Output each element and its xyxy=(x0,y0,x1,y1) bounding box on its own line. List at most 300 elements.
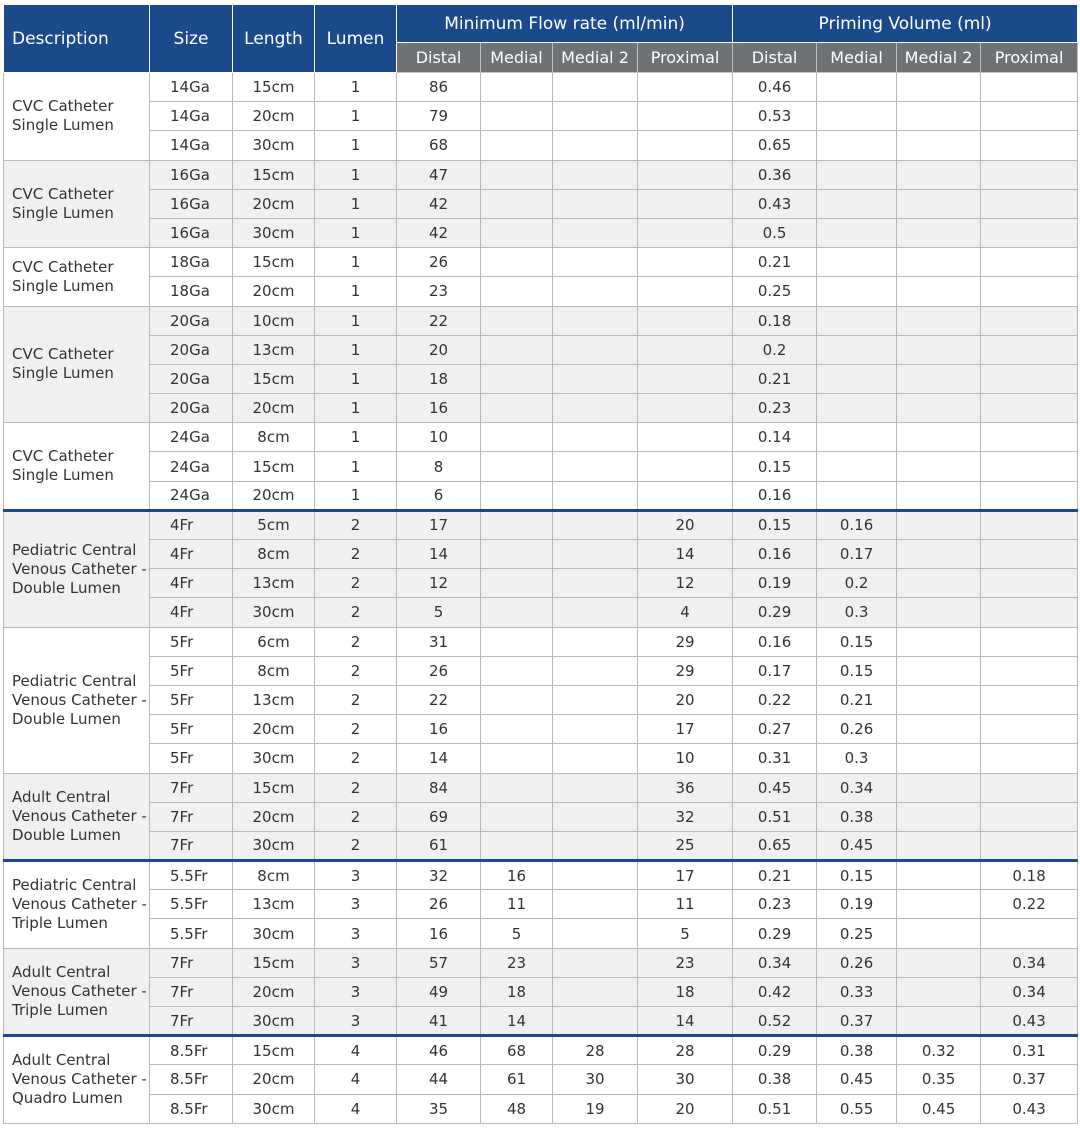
cell-priming-medial2 xyxy=(897,73,981,102)
cell-flow-distal: 46 xyxy=(397,1036,481,1065)
cell-priming-distal: 0.21 xyxy=(733,861,817,890)
cell-priming-medial: 0.21 xyxy=(817,685,897,714)
cell-priming-proximal: 0.34 xyxy=(981,948,1078,977)
table-row xyxy=(4,306,1078,335)
cell-lumen: 1 xyxy=(315,423,397,452)
cell-flow-medial: 14 xyxy=(481,1007,553,1036)
cell-flow-proximal: 25 xyxy=(638,831,733,860)
cell-length: 5cm xyxy=(233,510,315,539)
table-row xyxy=(4,685,1078,714)
table-row xyxy=(4,102,1078,131)
cell-flow-medial2 xyxy=(553,831,638,860)
cell-size: 5Fr xyxy=(150,627,233,656)
cell-priming-distal: 0.15 xyxy=(733,510,817,539)
cell-flow-distal: 31 xyxy=(397,627,481,656)
cell-priming-medial2 xyxy=(897,773,981,802)
header-flow-group: Minimum Flow rate (ml/min) xyxy=(397,5,733,43)
table-row xyxy=(4,919,1078,948)
cell-length: 15cm xyxy=(233,160,315,189)
cell-priming-distal: 0.65 xyxy=(733,831,817,860)
cell-length: 15cm xyxy=(233,248,315,277)
cell-size: 7Fr xyxy=(150,1007,233,1036)
cell-priming-distal: 0.21 xyxy=(733,364,817,393)
cell-flow-medial xyxy=(481,540,553,569)
cell-length: 15cm xyxy=(233,773,315,802)
table-row xyxy=(4,364,1078,393)
cell-lumen: 3 xyxy=(315,977,397,1006)
cell-priming-medial2 xyxy=(897,1007,981,1036)
cell-flow-proximal: 29 xyxy=(638,627,733,656)
cell-lumen: 1 xyxy=(315,394,397,423)
cell-flow-medial2 xyxy=(553,189,638,218)
header-priming-group: Priming Volume (ml) xyxy=(733,5,1078,43)
table-row xyxy=(4,977,1078,1006)
cell-size: 7Fr xyxy=(150,773,233,802)
cell-flow-medial xyxy=(481,248,553,277)
cell-priming-proximal xyxy=(981,685,1078,714)
table-row xyxy=(4,131,1078,160)
cell-flow-medial2 xyxy=(553,919,638,948)
cell-priming-medial2 xyxy=(897,627,981,656)
cell-flow-medial2 xyxy=(553,364,638,393)
cell-priming-medial: 0.19 xyxy=(817,890,897,919)
cell-priming-medial2 xyxy=(897,744,981,773)
cell-size: 20Ga xyxy=(150,364,233,393)
cell-flow-medial xyxy=(481,627,553,656)
cell-lumen: 2 xyxy=(315,685,397,714)
cell-flow-proximal xyxy=(638,364,733,393)
cell-length: 6cm xyxy=(233,627,315,656)
cell-priming-medial2: 0.35 xyxy=(897,1065,981,1094)
cell-size: 4Fr xyxy=(150,598,233,627)
cell-flow-medial xyxy=(481,685,553,714)
cell-lumen: 2 xyxy=(315,744,397,773)
cell-flow-proximal: 32 xyxy=(638,802,733,831)
catheter-spec-table-container xyxy=(3,4,1078,1124)
cell-priming-medial2 xyxy=(897,306,981,335)
cell-lumen: 3 xyxy=(315,861,397,890)
row-description: Pediatric Central Venous Catheter - Double Lumen xyxy=(4,627,150,773)
cell-priming-distal: 0.46 xyxy=(733,73,817,102)
table-row xyxy=(4,540,1078,569)
cell-priming-distal: 0.18 xyxy=(733,306,817,335)
cell-flow-medial xyxy=(481,481,553,510)
cell-length: 20cm xyxy=(233,481,315,510)
cell-lumen: 1 xyxy=(315,73,397,102)
cell-flow-medial xyxy=(481,277,553,306)
cell-priming-proximal xyxy=(981,656,1078,685)
cell-priming-medial2 xyxy=(897,277,981,306)
cell-size: 5.5Fr xyxy=(150,919,233,948)
table-row xyxy=(4,510,1078,539)
cell-priming-medial: 0.45 xyxy=(817,831,897,860)
cell-flow-distal: 22 xyxy=(397,306,481,335)
cell-priming-distal: 0.2 xyxy=(733,335,817,364)
table-row xyxy=(4,656,1078,685)
cell-priming-proximal xyxy=(981,364,1078,393)
cell-priming-medial xyxy=(817,160,897,189)
cell-priming-distal: 0.16 xyxy=(733,540,817,569)
cell-length: 15cm xyxy=(233,364,315,393)
cell-flow-distal: 26 xyxy=(397,890,481,919)
cell-flow-distal: 6 xyxy=(397,481,481,510)
cell-length: 8cm xyxy=(233,861,315,890)
cell-flow-proximal xyxy=(638,131,733,160)
cell-priming-proximal xyxy=(981,569,1078,598)
cell-flow-proximal: 12 xyxy=(638,569,733,598)
cell-flow-medial2 xyxy=(553,861,638,890)
cell-size: 8.5Fr xyxy=(150,1065,233,1094)
cell-flow-proximal: 20 xyxy=(638,510,733,539)
cell-priming-medial2 xyxy=(897,102,981,131)
cell-flow-distal: 16 xyxy=(397,394,481,423)
cell-flow-proximal: 28 xyxy=(638,1036,733,1065)
table-row xyxy=(4,773,1078,802)
cell-flow-proximal: 20 xyxy=(638,1094,733,1123)
row-description: Adult Central Venous Catheter - Double Lumen xyxy=(4,773,150,861)
cell-flow-medial xyxy=(481,656,553,685)
cell-length: 30cm xyxy=(233,1094,315,1123)
cell-length: 13cm xyxy=(233,890,315,919)
cell-flow-distal: 57 xyxy=(397,948,481,977)
cell-flow-proximal: 20 xyxy=(638,685,733,714)
cell-flow-distal: 35 xyxy=(397,1094,481,1123)
cell-length: 20cm xyxy=(233,802,315,831)
cell-flow-distal: 86 xyxy=(397,73,481,102)
cell-flow-medial2 xyxy=(553,306,638,335)
cell-priming-distal: 0.25 xyxy=(733,277,817,306)
cell-priming-medial2 xyxy=(897,218,981,247)
cell-priming-proximal: 0.43 xyxy=(981,1007,1078,1036)
cell-priming-distal: 0.51 xyxy=(733,802,817,831)
cell-flow-medial: 61 xyxy=(481,1065,553,1094)
cell-priming-distal: 0.15 xyxy=(733,452,817,481)
catheter-spec-table xyxy=(3,4,1078,1124)
cell-size: 20Ga xyxy=(150,335,233,364)
cell-priming-medial2 xyxy=(897,364,981,393)
cell-priming-distal: 0.16 xyxy=(733,481,817,510)
cell-priming-proximal xyxy=(981,919,1078,948)
cell-priming-distal: 0.52 xyxy=(733,1007,817,1036)
cell-size: 7Fr xyxy=(150,802,233,831)
cell-flow-medial2 xyxy=(553,773,638,802)
cell-priming-proximal xyxy=(981,102,1078,131)
cell-flow-distal: 18 xyxy=(397,364,481,393)
cell-flow-distal: 44 xyxy=(397,1065,481,1094)
cell-priming-distal: 0.29 xyxy=(733,919,817,948)
cell-flow-distal: 17 xyxy=(397,510,481,539)
cell-lumen: 1 xyxy=(315,131,397,160)
cell-size: 5Fr xyxy=(150,685,233,714)
cell-size: 16Ga xyxy=(150,189,233,218)
cell-flow-proximal xyxy=(638,218,733,247)
cell-priming-medial: 0.15 xyxy=(817,627,897,656)
cell-lumen: 2 xyxy=(315,569,397,598)
header-flow-medial2: Medial 2 xyxy=(553,43,638,73)
cell-priming-medial: 0.45 xyxy=(817,1065,897,1094)
cell-flow-medial: 68 xyxy=(481,1036,553,1065)
cell-flow-distal: 16 xyxy=(397,919,481,948)
cell-priming-medial2 xyxy=(897,948,981,977)
row-description: CVC Catheter Single Lumen xyxy=(4,160,150,248)
cell-priming-medial2 xyxy=(897,802,981,831)
cell-priming-medial: 0.33 xyxy=(817,977,897,1006)
cell-length: 20cm xyxy=(233,715,315,744)
cell-flow-proximal: 4 xyxy=(638,598,733,627)
cell-priming-medial xyxy=(817,423,897,452)
header-description: Description xyxy=(4,5,150,73)
table-body xyxy=(4,73,1078,1124)
cell-flow-medial2 xyxy=(553,540,638,569)
header-priming-medial: Medial xyxy=(817,43,897,73)
table-row xyxy=(4,481,1078,510)
cell-priming-distal: 0.23 xyxy=(733,890,817,919)
cell-flow-medial2 xyxy=(553,248,638,277)
cell-size: 20Ga xyxy=(150,394,233,423)
cell-lumen: 1 xyxy=(315,364,397,393)
row-description: Pediatric Central Venous Catheter - Double Lumen xyxy=(4,510,150,627)
cell-size: 4Fr xyxy=(150,569,233,598)
cell-flow-proximal xyxy=(638,277,733,306)
cell-length: 30cm xyxy=(233,919,315,948)
cell-priming-medial2 xyxy=(897,540,981,569)
cell-flow-proximal xyxy=(638,423,733,452)
cell-size: 24Ga xyxy=(150,481,233,510)
cell-flow-medial2 xyxy=(553,394,638,423)
cell-flow-proximal: 29 xyxy=(638,656,733,685)
cell-size: 20Ga xyxy=(150,306,233,335)
cell-priming-medial xyxy=(817,189,897,218)
cell-size: 7Fr xyxy=(150,948,233,977)
cell-priming-medial: 0.38 xyxy=(817,802,897,831)
cell-priming-proximal xyxy=(981,160,1078,189)
cell-lumen: 4 xyxy=(315,1094,397,1123)
cell-flow-medial2 xyxy=(553,890,638,919)
cell-length: 13cm xyxy=(233,685,315,714)
cell-size: 4Fr xyxy=(150,510,233,539)
cell-lumen: 1 xyxy=(315,160,397,189)
row-description: CVC Catheter Single Lumen xyxy=(4,423,150,511)
cell-priming-medial xyxy=(817,452,897,481)
cell-size: 5Fr xyxy=(150,744,233,773)
cell-lumen: 1 xyxy=(315,102,397,131)
cell-length: 15cm xyxy=(233,1036,315,1065)
cell-flow-medial2 xyxy=(553,160,638,189)
cell-flow-medial xyxy=(481,335,553,364)
header-priming-distal: Distal xyxy=(733,43,817,73)
table-row xyxy=(4,744,1078,773)
cell-flow-distal: 14 xyxy=(397,744,481,773)
cell-size: 7Fr xyxy=(150,831,233,860)
cell-length: 20cm xyxy=(233,102,315,131)
cell-flow-proximal xyxy=(638,394,733,423)
table-row xyxy=(4,802,1078,831)
cell-priming-medial2 xyxy=(897,598,981,627)
cell-priming-distal: 0.51 xyxy=(733,1094,817,1123)
cell-flow-proximal: 17 xyxy=(638,715,733,744)
cell-flow-proximal: 36 xyxy=(638,773,733,802)
cell-flow-distal: 69 xyxy=(397,802,481,831)
cell-lumen: 2 xyxy=(315,773,397,802)
cell-priming-distal: 0.14 xyxy=(733,423,817,452)
table-row xyxy=(4,1036,1078,1065)
cell-priming-medial2 xyxy=(897,131,981,160)
cell-priming-medial2 xyxy=(897,423,981,452)
cell-priming-proximal xyxy=(981,452,1078,481)
header-flow-medial: Medial xyxy=(481,43,553,73)
row-description: Adult Central Venous Catheter - Triple Lumen xyxy=(4,948,150,1036)
cell-flow-medial xyxy=(481,160,553,189)
cell-flow-medial2 xyxy=(553,598,638,627)
cell-priming-distal: 0.17 xyxy=(733,656,817,685)
cell-size: 16Ga xyxy=(150,218,233,247)
cell-size: 8.5Fr xyxy=(150,1036,233,1065)
cell-flow-proximal xyxy=(638,102,733,131)
cell-flow-medial: 16 xyxy=(481,861,553,890)
cell-priming-medial2 xyxy=(897,394,981,423)
cell-flow-medial xyxy=(481,569,553,598)
cell-flow-medial2 xyxy=(553,102,638,131)
cell-priming-proximal xyxy=(981,394,1078,423)
cell-priming-distal: 0.23 xyxy=(733,394,817,423)
cell-priming-medial: 0.26 xyxy=(817,948,897,977)
table-row xyxy=(4,627,1078,656)
cell-priming-distal: 0.19 xyxy=(733,569,817,598)
cell-flow-medial xyxy=(481,715,553,744)
cell-flow-medial xyxy=(481,773,553,802)
cell-flow-medial: 48 xyxy=(481,1094,553,1123)
cell-flow-medial xyxy=(481,452,553,481)
cell-priming-medial2 xyxy=(897,160,981,189)
header-flow-distal: Distal xyxy=(397,43,481,73)
cell-priming-medial2 xyxy=(897,656,981,685)
table-row xyxy=(4,189,1078,218)
cell-priming-distal: 0.65 xyxy=(733,131,817,160)
cell-priming-medial: 0.3 xyxy=(817,744,897,773)
cell-flow-distal: 12 xyxy=(397,569,481,598)
cell-priming-distal: 0.36 xyxy=(733,160,817,189)
cell-size: 5Fr xyxy=(150,656,233,685)
cell-priming-medial xyxy=(817,248,897,277)
cell-priming-medial2: 0.45 xyxy=(897,1094,981,1123)
cell-lumen: 4 xyxy=(315,1065,397,1094)
cell-flow-proximal xyxy=(638,160,733,189)
cell-size: 8.5Fr xyxy=(150,1094,233,1123)
cell-size: 24Ga xyxy=(150,452,233,481)
cell-flow-medial xyxy=(481,510,553,539)
cell-flow-medial xyxy=(481,394,553,423)
table-row xyxy=(4,598,1078,627)
cell-flow-distal: 68 xyxy=(397,131,481,160)
cell-size: 14Ga xyxy=(150,102,233,131)
row-description: Adult Central Venous Catheter - Quadro Lumen xyxy=(4,1036,150,1124)
cell-length: 30cm xyxy=(233,598,315,627)
cell-lumen: 2 xyxy=(315,540,397,569)
cell-size: 18Ga xyxy=(150,277,233,306)
cell-flow-distal: 49 xyxy=(397,977,481,1006)
cell-priming-proximal xyxy=(981,189,1078,218)
cell-priming-proximal xyxy=(981,715,1078,744)
table-row xyxy=(4,394,1078,423)
cell-flow-distal: 26 xyxy=(397,656,481,685)
cell-flow-medial xyxy=(481,423,553,452)
cell-flow-medial xyxy=(481,831,553,860)
cell-size: 14Ga xyxy=(150,73,233,102)
cell-priming-distal: 0.16 xyxy=(733,627,817,656)
cell-priming-proximal xyxy=(981,627,1078,656)
cell-flow-distal: 42 xyxy=(397,189,481,218)
cell-length: 20cm xyxy=(233,277,315,306)
cell-priming-medial: 0.15 xyxy=(817,656,897,685)
cell-flow-proximal xyxy=(638,189,733,218)
cell-priming-medial xyxy=(817,335,897,364)
cell-priming-medial xyxy=(817,364,897,393)
cell-priming-distal: 0.45 xyxy=(733,773,817,802)
cell-flow-medial xyxy=(481,189,553,218)
cell-flow-distal: 22 xyxy=(397,685,481,714)
cell-length: 8cm xyxy=(233,656,315,685)
cell-flow-medial2 xyxy=(553,277,638,306)
cell-priming-proximal xyxy=(981,73,1078,102)
cell-flow-distal: 41 xyxy=(397,1007,481,1036)
cell-priming-distal: 0.34 xyxy=(733,948,817,977)
table-row xyxy=(4,160,1078,189)
table-row xyxy=(4,277,1078,306)
cell-lumen: 1 xyxy=(315,277,397,306)
cell-flow-medial xyxy=(481,218,553,247)
cell-priming-medial: 0.2 xyxy=(817,569,897,598)
table-row xyxy=(4,569,1078,598)
table-row xyxy=(4,715,1078,744)
cell-priming-proximal xyxy=(981,335,1078,364)
cell-length: 30cm xyxy=(233,218,315,247)
header-lumen: Lumen xyxy=(315,5,397,73)
table-row xyxy=(4,452,1078,481)
cell-priming-proximal xyxy=(981,481,1078,510)
cell-flow-proximal: 23 xyxy=(638,948,733,977)
cell-flow-medial: 23 xyxy=(481,948,553,977)
cell-flow-proximal xyxy=(638,248,733,277)
cell-priming-distal: 0.29 xyxy=(733,1036,817,1065)
cell-lumen: 3 xyxy=(315,1007,397,1036)
table-row xyxy=(4,831,1078,860)
cell-priming-distal: 0.29 xyxy=(733,598,817,627)
cell-flow-distal: 14 xyxy=(397,540,481,569)
cell-lumen: 3 xyxy=(315,919,397,948)
cell-flow-distal: 23 xyxy=(397,277,481,306)
cell-length: 30cm xyxy=(233,131,315,160)
cell-lumen: 1 xyxy=(315,481,397,510)
row-description: CVC Catheter Single Lumen xyxy=(4,73,150,161)
cell-flow-medial xyxy=(481,102,553,131)
cell-length: 20cm xyxy=(233,977,315,1006)
cell-length: 20cm xyxy=(233,1065,315,1094)
cell-flow-medial2: 28 xyxy=(553,1036,638,1065)
cell-priming-proximal: 0.22 xyxy=(981,890,1078,919)
cell-flow-distal: 47 xyxy=(397,160,481,189)
cell-flow-medial2 xyxy=(553,802,638,831)
cell-priming-medial: 0.16 xyxy=(817,510,897,539)
table-row xyxy=(4,423,1078,452)
cell-size: 4Fr xyxy=(150,540,233,569)
cell-priming-distal: 0.53 xyxy=(733,102,817,131)
cell-priming-medial2 xyxy=(897,831,981,860)
cell-flow-proximal xyxy=(638,306,733,335)
cell-lumen: 3 xyxy=(315,890,397,919)
cell-priming-medial2 xyxy=(897,890,981,919)
cell-flow-distal: 84 xyxy=(397,773,481,802)
cell-priming-medial2: 0.32 xyxy=(897,1036,981,1065)
